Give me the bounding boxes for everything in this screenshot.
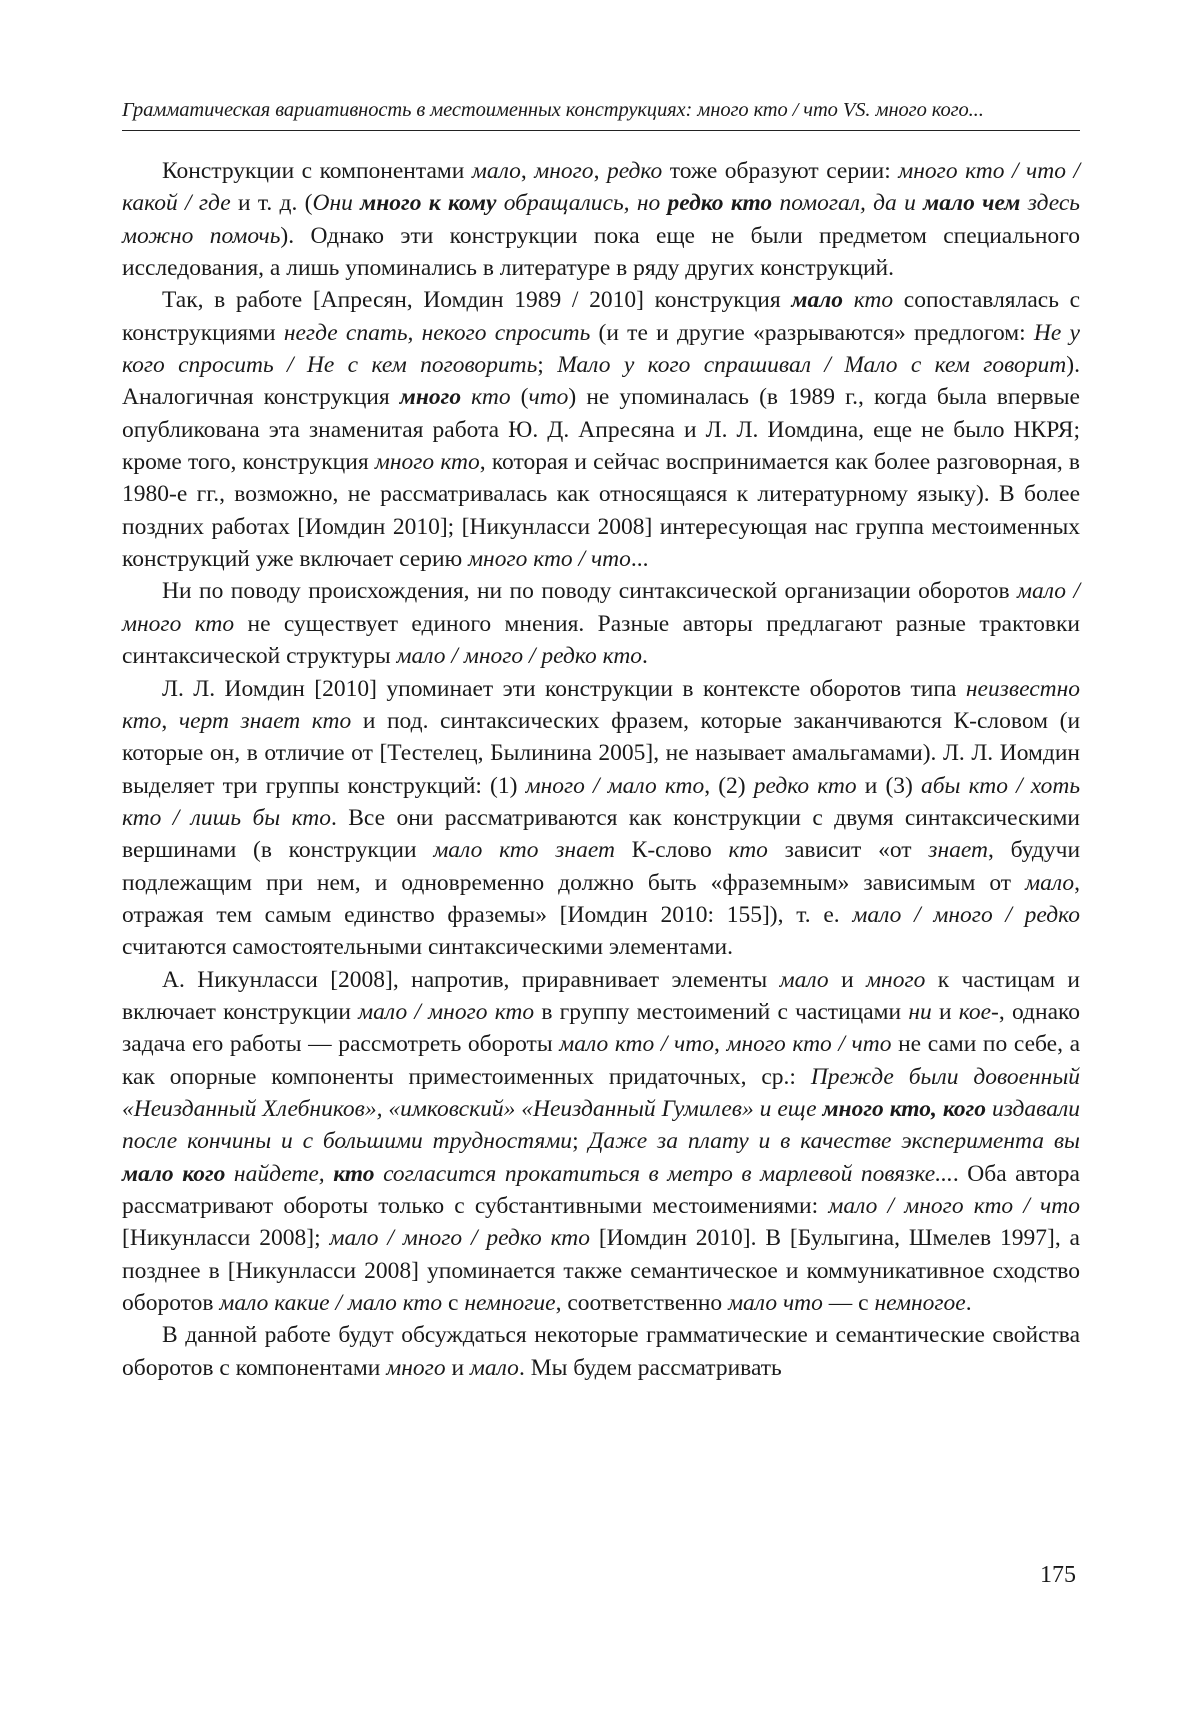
- italic-run: редко: [606, 158, 663, 184]
- bold-italic-run: много к кому: [360, 190, 497, 217]
- italic-run: мало кто знает: [433, 837, 615, 864]
- italic-run: Мало у кого спрашивал / Мало с кем говорит: [557, 352, 1067, 379]
- italic-run: много кто / что: [468, 546, 631, 573]
- italic-run: ни: [908, 998, 932, 1025]
- italic-run: помогал, да и: [772, 190, 924, 217]
- italic-run: мало: [1025, 869, 1075, 896]
- italic-run: мало: [471, 158, 521, 184]
- italic-run: абы кто / хоть кто / лишь бы кто: [122, 772, 1081, 831]
- italic-run: немногое: [874, 1290, 966, 1317]
- bold-italic-run: редко кто: [667, 190, 773, 217]
- italic-run: издавали после кончины и с большими трудностями: [122, 1095, 1080, 1155]
- italic-run: Прежде были довоенный «Неизданный Хлебников», «имковский» «Неизданный Гумилев» и еще: [122, 1063, 1081, 1122]
- italic-run: здесь можно помочь: [122, 190, 1080, 249]
- bold-italic-run: много: [399, 384, 462, 411]
- italic-run: Они: [312, 190, 361, 217]
- italic-run: кто: [461, 384, 511, 411]
- italic-run: мало / много / редко кто: [396, 643, 643, 670]
- paragraph-5: А. Никунласси [2008], напротив, приравнивает элементы мало и много к частицам и включает конструкции мало / много кто в группу местоимений с частицами ни и кое-, однако задача его работы — рассмотреть обороты мало кто / что, много кто / что не сами по себе, а как опорные компоненты приместоименных придаточных, ср.: Прежде были довоенный «Неизданный Хлебников», «имковский» «Неизданный Гумилев» и еще много кто, кого издавали после кончины и с большими трудностями; Даже за плату и в качестве эксперимента вы мало кого найдете, кто согласится прокатиться в метро в марлевой повязке.... Оба автора рассматривают обороты только с субстантивными местоимениями: мало / много кто / что [Никунласси 2008]; мало / много / редко кто [Иомдин 2010]. В [Булыгина, Шмелев 1997], а позднее в [Никунласси 2008] упоминается также семантическое и коммуникативное сходство оборотов мало какие / мало кто с немногие, соответственно мало что — с немногое.: [122, 966, 1081, 1317]
- italic-run: кто: [728, 837, 768, 864]
- italic-run: мало: [469, 1354, 519, 1381]
- italic-run: черт знает кто: [178, 707, 352, 734]
- italic-run: Даже за плату и в качестве эксперимента вы: [588, 1128, 1080, 1155]
- italic-run: согласится прокатиться в метро в марлевой повязке...: [374, 1160, 953, 1187]
- page-number: 175: [1040, 1562, 1076, 1588]
- italic-run: много кто / что: [726, 1031, 892, 1058]
- italic-run: мало: [779, 966, 829, 993]
- italic-run: неизвестно кто: [122, 675, 1080, 734]
- paragraph-4: Л. Л. Иомдин [2010] упоминает эти конструкции в контексте оборотов типа неизвестно кто, черт знает кто и под. синтаксических фразем, которые заканчиваются К-словом (и которые он, в отличие от [Тестелец, Былинина 2005], не называет амальгамами). Л. Л. Иомдин выделяет три группы конструкций: (1) много / мало кто, (2) редко кто и (3) абы кто / хоть кто / лишь бы кто. Все они рассматриваются как конструкции с двумя синтаксическими вершинами (в конструкции мало кто знает К-слово кто зависит «от знает, будучи подлежащим при нем, и одновременно должно быть «фраземным» зависимым от мало, отражая тем самым единство фраземы» [Иомдин 2010: 155]), т. е. мало / много / редко считаются самостоятельными синтаксическими элементами.: [122, 675, 1081, 961]
- italic-run: много: [386, 1354, 446, 1381]
- italic-run: много / мало кто: [525, 772, 705, 799]
- italic-run: что: [528, 384, 569, 411]
- italic-run: мало / много кто: [122, 578, 1081, 637]
- bold-italic-run: кто: [333, 1160, 375, 1187]
- italic-run: найдете,: [225, 1160, 334, 1187]
- paragraph-6: В данной работе будут обсуждаться некоторые грамматические и семантические свойства оборотов с компонентами много и мало. Мы будем рассматривать: [122, 1322, 1080, 1381]
- italic-run: мало кто / что: [559, 1031, 714, 1058]
- italic-run: негде спать, некого спросить: [283, 319, 591, 346]
- italic-run: кое-: [958, 998, 999, 1025]
- italic-run: мало / много / редко кто: [329, 1225, 590, 1252]
- italic-run: немногие: [464, 1290, 556, 1317]
- bold-italic-run: мало кого: [122, 1160, 226, 1187]
- paragraph-3: Ни по поводу происхождения, ни по поводу синтаксической организации оборотов мало / много кто не существует единого мнения. Разные авторы предлагают разные трактовки синтаксической структуры мало / много / редко кто.: [122, 578, 1081, 670]
- paragraph-2: Так, в работе [Апресян, Иомдин 1989 / 2010] конструкция мало кто сопоставлялась с конструкциями негде спать, некого спросить (и те и другие «разрываются» предлогом: Не у кого спросить / Не с кем поговорить; Мало у кого спрашивал / Мало с кем говорит). Аналогичная конструкция много кто (что) не упоминалась (в 1989 г., когда была впервые опубликована эта знаменитая работа Ю. Д. Апресяна и Л. Л. Иомдина, еще не было НКРЯ; кроме того, конструкция много кто, которая и сейчас воспринимается как более разговорная, в 1980-е гг., возможно, не рассматривалась как относящаяся к литературному языку). В более поздних работах [Иомдин 2010]; [Никунласси 2008] интересующая нас группа местоименных конструкций уже включает серию много кто / что...: [122, 287, 1080, 573]
- italic-run: Не у кого спросить / Не с кем поговорить: [122, 319, 1080, 379]
- italic-run: много: [866, 966, 926, 993]
- bold-italic-run: много кто, кого: [822, 1095, 987, 1122]
- italic-run: много: [534, 158, 594, 184]
- italic-run: много кто: [374, 449, 480, 476]
- bold-italic-run: мало чем: [923, 190, 1021, 217]
- italic-run: мало что: [728, 1290, 823, 1317]
- italic-run: редко кто: [753, 772, 857, 799]
- italic-run: кто: [843, 287, 894, 314]
- italic-run: знает: [928, 837, 988, 864]
- italic-run: много кто / что / какой / где: [122, 158, 1080, 217]
- italic-run: мало / много кто: [358, 998, 535, 1025]
- italic-run: мало / много кто / что: [828, 1193, 1080, 1219]
- running-head: Грамматическая вариативность в местоименных конструкциях: много кто / что VS. много кого...: [122, 96, 1080, 131]
- body-text: [122, 155, 1080, 1384]
- paragraph-1: Конструкции с компонентами мало, много, редко тоже образуют серии: много кто / что / какой / где и т. д. (Они много к кому обращались, но редко кто помогал, да и мало чем здесь можно помочь). Однако эти конструкции пока еще не были предметом специального исследования, а лишь упоминались в литературе в ряду других конструкций.: [122, 158, 1080, 282]
- page: [122, 96, 1080, 1384]
- italic-run: мало какие / мало кто: [219, 1290, 443, 1317]
- italic-run: мало / много / редко: [852, 901, 1080, 928]
- italic-run: обращались, но: [496, 190, 668, 217]
- bold-italic-run: мало: [791, 287, 844, 314]
